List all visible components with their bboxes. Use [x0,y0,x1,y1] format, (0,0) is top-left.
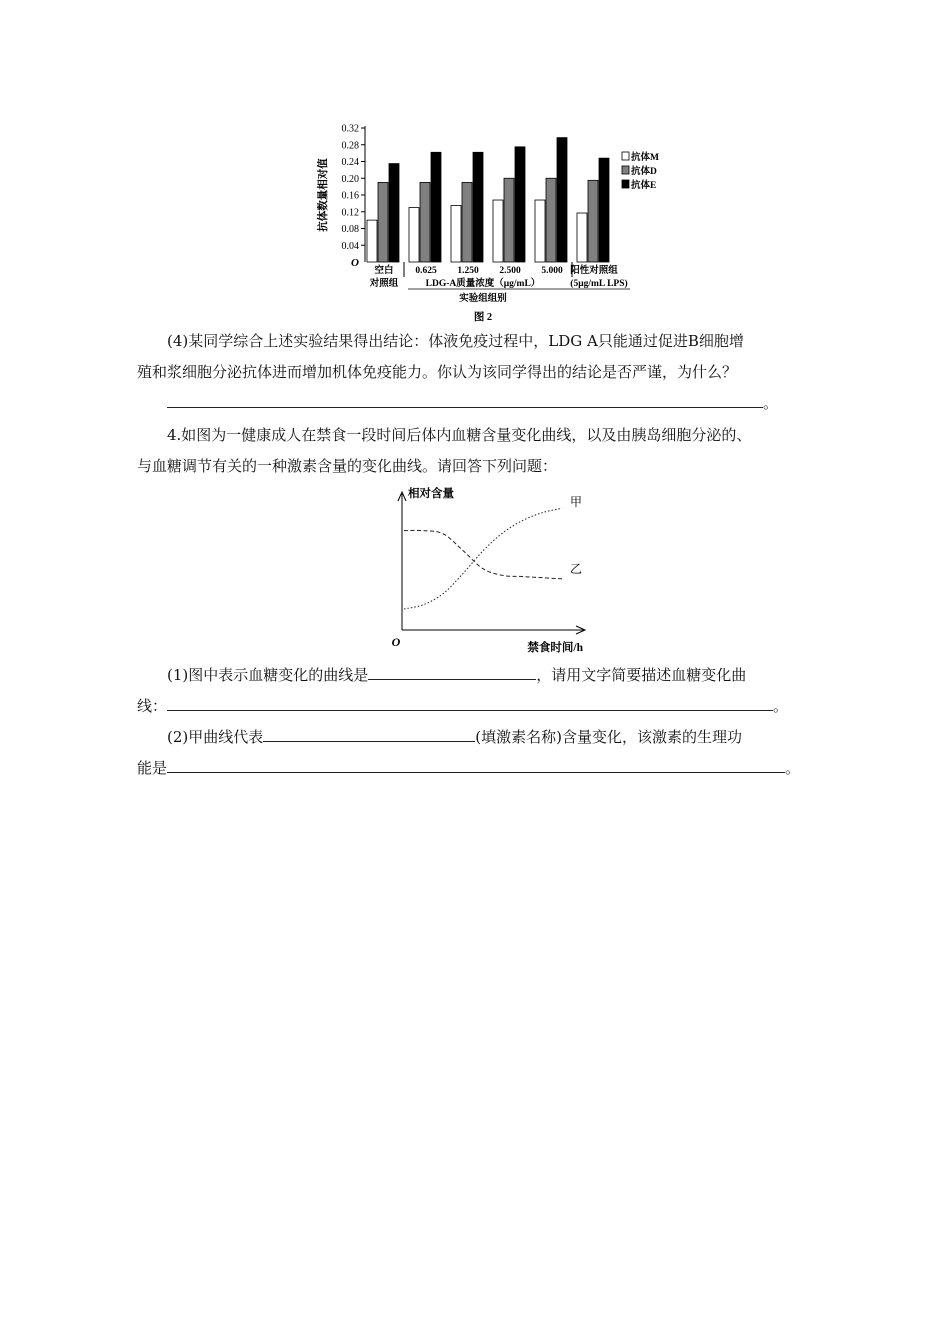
bar-抗体E-5 [599,158,609,262]
curve-乙 [404,530,562,578]
s2-text-c: 能是 [137,759,168,777]
s2-line-2 [137,753,817,784]
s2-hormone-blank[interactable] [263,727,475,742]
s1-text-c: 线： [137,697,168,715]
q4-answer-blank[interactable] [167,393,763,408]
bar-抗体M-4 [535,200,545,262]
legend-swatch-抗体E [622,180,629,188]
x-category-label: 阳性对照组 [570,266,618,276]
antibody-bar-chart [300,115,680,330]
bar-抗体D-0 [378,182,388,262]
curve-甲 [404,508,562,609]
sub-question-2 [137,722,817,784]
bar-抗体D-2 [462,182,472,262]
curve-label-甲: 甲 [570,495,583,510]
p4-line-2: 与血糖调节有关的一种激素含量的变化曲线。请回答下列问题： [137,457,558,475]
s1-period: 。 [773,697,789,715]
bar-抗体M-1 [409,208,419,262]
bar-抗体M-5 [577,213,587,262]
origin-label: O [351,257,359,269]
legend-label-抗体D: 抗体D [631,167,657,177]
y-tick-label: 0.28 [341,140,359,152]
bar-抗体D-3 [504,178,514,262]
bar-抗体D-5 [588,180,598,262]
sub-question-1 [137,660,817,722]
q4-line-1: (4)某同学综合上述实验结果得出结论：体液免疫过程中，LDG A只能通过促进B细胞增 [167,332,744,350]
y-tick-label: 0.24 [341,157,359,168]
bar-抗体E-3 [515,147,525,262]
s1-curve-blank[interactable] [368,665,536,680]
bar-抗体E-4 [557,138,567,262]
legend-swatch-抗体M [622,152,629,160]
legend-label-抗体M: 抗体M [631,153,659,163]
x-category-label: 2.500 [499,266,521,276]
bar-抗体M-2 [451,205,461,262]
figure-caption: 图 2 [473,312,493,323]
legend-label-抗体E: 抗体E [631,181,657,191]
p4-line-1: 4.如图为一健康成人在禁食一段时间后体内血糖含量变化曲线，以及由胰岛细胞分泌的、 [167,426,752,444]
y-tick-label: 0.08 [341,224,359,235]
y-axis-title: 抗体数量相对值 [318,158,329,232]
s2-period: 。 [785,759,801,777]
curve-label-乙: 乙 [570,561,583,576]
problem-4-intro [137,420,817,482]
x-category-label: 5.000 [541,266,563,276]
x-category-label: 对照组 [369,279,399,289]
s1-text-b: ，请用文字简要描述血糖变化曲 [536,666,747,684]
y-tick-label: 0.16 [341,190,359,202]
s2-line-1 [137,722,817,753]
x-category-label: 0.625 [415,266,437,276]
s1-text-a: (1)图中表示血糖变化的曲线是 [167,666,369,684]
bar-抗体E-0 [389,164,399,262]
legend-swatch-抗体D [622,166,629,174]
origin-label: O [391,635,401,649]
x-axis-title: 实验组组别 [459,294,507,304]
s2-text-a: (2)甲曲线代表 [167,728,264,746]
question-4-4 [137,326,817,419]
x-category-label: 空白 [374,266,394,276]
s2-text-b: (填激素名称)含量变化，该激素的生理功 [475,728,742,746]
s1-description-blank[interactable] [167,696,773,711]
bar-抗体E-2 [473,152,483,262]
s2-function-blank[interactable] [167,758,785,773]
x-category-label: (5μg/mL LPS) [570,279,628,289]
q4-period: 。 [763,394,779,412]
y-tick-label: 0.20 [341,173,359,185]
bar-抗体D-4 [546,178,556,262]
group-label: LDG-A质量浓度（μg/mL） [425,279,541,289]
bar-抗体M-0 [367,220,377,262]
y-axis-title: 相对含量 [408,488,454,500]
blood-glucose-line-chart [380,482,600,662]
s1-line-1 [137,660,817,691]
q4-answer-line [137,388,817,419]
x-axis-title: 禁食时间/h [527,642,583,654]
x-category-label: 1.250 [457,266,479,276]
q4-line-2: 殖和浆细胞分泌抗体进而增加机体免疫能力。你认为该同学得出的结论是否严谨，为什么？ [137,363,738,381]
bar-抗体E-1 [431,152,441,262]
bar-抗体M-3 [493,200,503,262]
y-tick-label: 0.12 [341,207,359,219]
y-tick-label: 0.04 [341,240,359,252]
y-tick-label: 0.32 [341,123,359,135]
bar-抗体D-1 [420,182,430,262]
s1-line-2 [137,691,817,722]
